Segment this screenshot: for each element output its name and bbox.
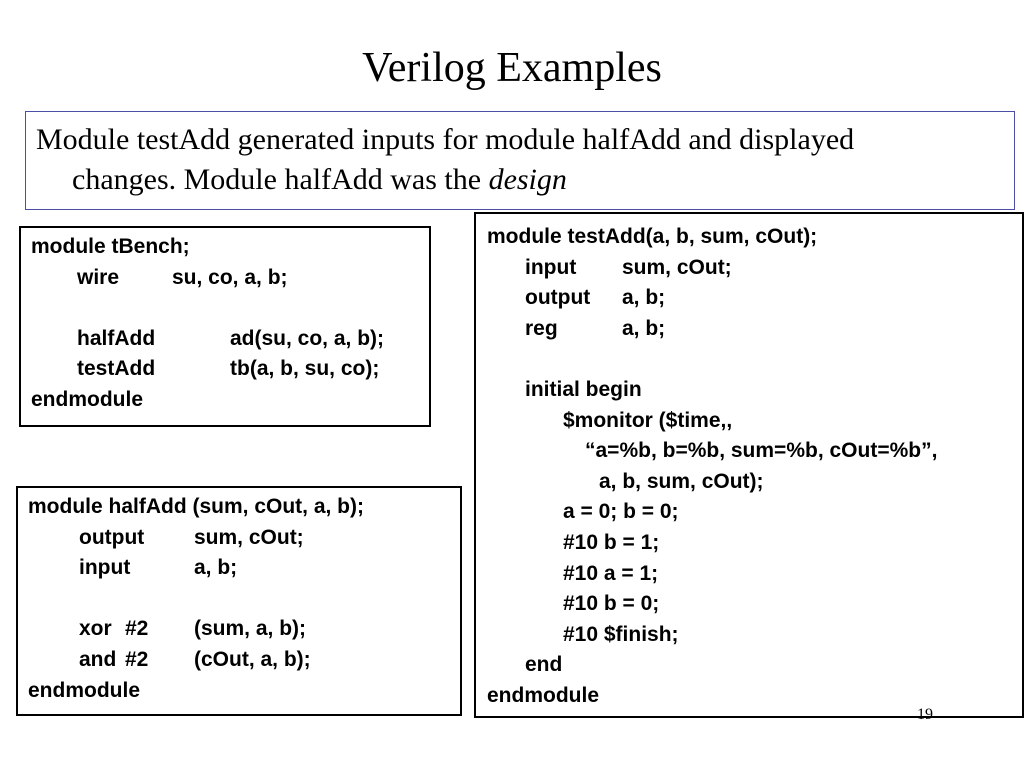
code-line (487, 497, 1014, 528)
code-args: sum, cOut; (622, 255, 732, 279)
code-keyword: input (525, 255, 577, 279)
code-line (487, 314, 1014, 345)
code-keyword: wire (77, 265, 120, 289)
code-args: tb(a, b, su, co); (230, 357, 380, 381)
testadd-code-box (474, 212, 1024, 718)
code-line (28, 523, 452, 554)
code-text: #10 b = 1; (563, 530, 660, 554)
code-args: a, b; (622, 316, 666, 340)
summary-line-2-text: changes. Module halfAdd was the (72, 163, 489, 196)
code-text: module tBench; (31, 235, 190, 258)
code-text: module testAdd(a, b, sum, cOut); (487, 225, 818, 248)
code-keyword: and (79, 647, 117, 671)
code-line (31, 263, 421, 294)
code-text: a = 0; b = 0; (563, 500, 679, 524)
code-text: “a=%b, b=%b, sum=%b, cOut=%b”, (585, 439, 938, 463)
code-line-blank (31, 293, 421, 324)
code-line (28, 645, 452, 676)
code-line (487, 559, 1014, 590)
code-line (487, 681, 1014, 712)
code-text: #10 a = 1; (563, 561, 659, 585)
code-args: su, co, a, b; (172, 265, 288, 289)
code-keyword: output (79, 525, 145, 549)
code-keyword: input (79, 556, 131, 580)
code-line (487, 253, 1014, 284)
code-line (487, 283, 1014, 314)
slide-title: Verilog Examples (362, 45, 662, 91)
summary-box (25, 111, 1015, 210)
code-delay: #2 (125, 647, 149, 671)
code-keyword: output (525, 286, 591, 310)
code-line-blank (487, 344, 1014, 375)
code-args: (cOut, a, b); (194, 647, 311, 671)
code-line (487, 467, 1014, 498)
code-text: endmodule (487, 683, 600, 707)
code-line (28, 614, 452, 645)
halfadd-code-box (16, 486, 462, 716)
code-line-blank (28, 584, 452, 615)
code-line (28, 676, 452, 707)
code-keyword: xor (79, 617, 112, 641)
code-text: #10 b = 0; (563, 592, 660, 616)
code-text: initial begin (525, 377, 642, 401)
summary-line-2 (36, 160, 1004, 200)
code-line (28, 553, 452, 584)
code-args: ad(su, co, a, b); (230, 326, 385, 350)
code-line (28, 492, 452, 523)
summary-line-1: Module testAdd generated inputs for module halfAdd and displayed (36, 123, 855, 156)
code-line (487, 620, 1014, 651)
code-line (487, 222, 1014, 253)
summary-emphasis: design (488, 163, 567, 196)
code-line (487, 589, 1014, 620)
code-line (487, 406, 1014, 437)
code-args: a, b; (194, 556, 238, 580)
code-keyword: testAdd (77, 357, 156, 381)
code-args: sum, cOut; (194, 525, 304, 549)
page-number: 19 (917, 706, 933, 723)
tbench-code-box (19, 226, 431, 427)
code-line (31, 385, 421, 416)
code-text: $monitor ($time,, (563, 408, 733, 432)
code-delay: #2 (125, 617, 149, 641)
code-line (487, 650, 1014, 681)
code-keyword: halfAdd (77, 326, 156, 350)
code-text: module halfAdd (sum, cOut, a, b); (28, 495, 364, 518)
code-args: a, b; (622, 286, 666, 310)
code-text: a, b, sum, cOut); (599, 469, 764, 493)
code-args: (sum, a, b); (194, 617, 307, 641)
code-line (487, 528, 1014, 559)
code-line (487, 436, 1014, 467)
code-line (487, 375, 1014, 406)
code-line (31, 354, 421, 385)
code-keyword: reg (525, 316, 558, 340)
code-text: endmodule (28, 678, 141, 702)
code-line (31, 324, 421, 355)
code-line (31, 232, 421, 263)
code-text: endmodule (31, 387, 144, 411)
code-text: end (525, 653, 563, 677)
code-text: #10 $finish; (563, 622, 679, 646)
